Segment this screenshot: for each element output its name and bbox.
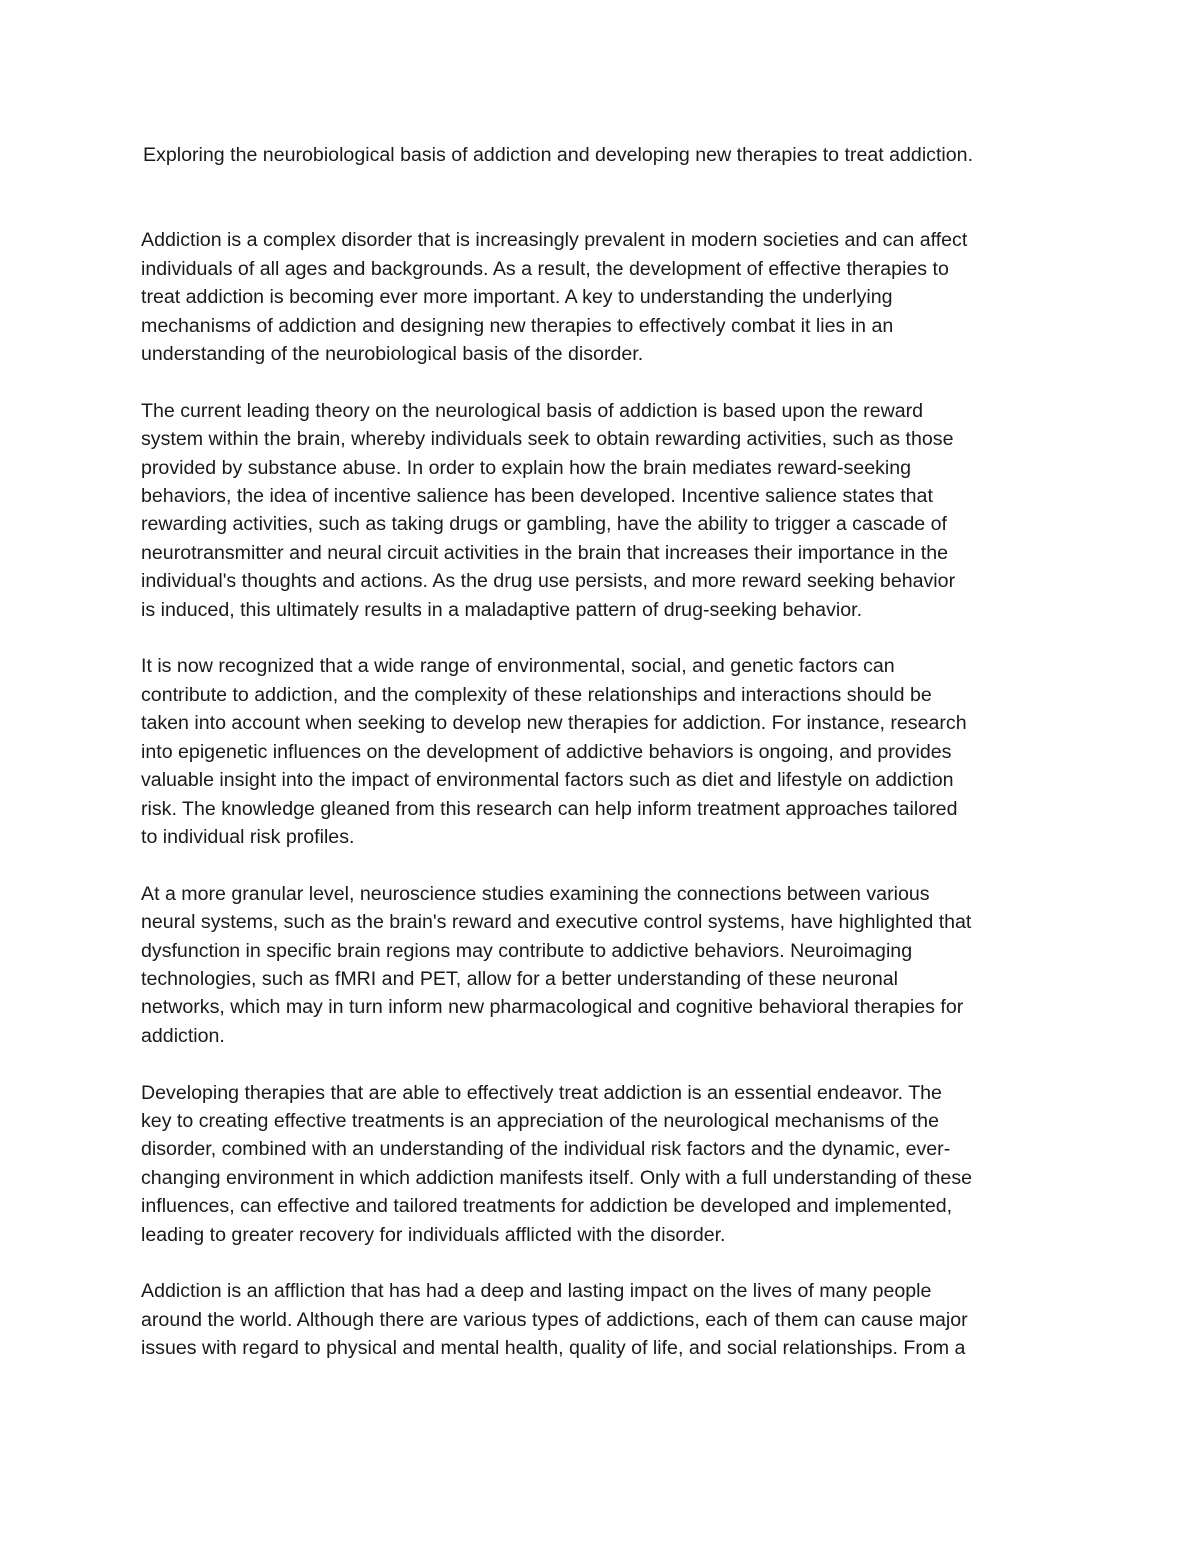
text-line: system within the brain, whereby individuals seek to obtain rewarding activities, such as those <box>141 428 954 451</box>
text-line: to individual risk profiles. <box>141 825 355 848</box>
text-line: The current leading theory on the neurological basis of addiction is based upon the reward <box>141 399 924 422</box>
text-line: Developing therapies that are able to effectively treat addiction is an essential endeavor. The <box>141 1081 942 1104</box>
text-line: leading to greater recovery for individuals afflicted with the disorder. <box>141 1223 726 1246</box>
text-line: individual's thoughts and actions. As the drug use persists, and more reward seeking behavior <box>141 570 956 593</box>
text-line: changing environment in which addiction manifests itself. Only with a full understanding of these <box>141 1166 973 1189</box>
text-line: key to creating effective treatments is an appreciation of the neurological mechanisms of the <box>141 1109 939 1132</box>
text-line: neural systems, such as the brain's reward and executive control systems, have highlighted that <box>141 911 972 934</box>
text-line: individuals of all ages and backgrounds. As a result, the development of effective therapies to <box>141 257 949 280</box>
document-body <box>141 141 1061 1391</box>
text-line: behaviors, the idea of incentive salience has been developed. Incentive salience states that <box>141 485 933 508</box>
text-line: taken into account when seeking to develop new therapies for addiction. For instance, research <box>141 712 967 735</box>
text-line: neurotransmitter and neural circuit activities in the brain that increases their importance in the <box>141 541 949 564</box>
text-line: risk. The knowledge gleaned from this research can help inform treatment approaches tailored <box>141 797 958 820</box>
text-line: dysfunction in specific brain regions may contribute to addictive behaviors. Neuroimaging <box>141 939 913 962</box>
text-line: issues with regard to physical and mental health, quality of life, and social relationships. From a <box>141 1337 966 1360</box>
text-line: provided by substance abuse. In order to explain how the brain mediates reward-seeking <box>141 456 912 479</box>
text-line: rewarding activities, such as taking drugs or gambling, have the ability to trigger a cascade of <box>141 513 947 536</box>
text-line: addiction. <box>141 1024 225 1047</box>
text-line: mechanisms of addiction and designing new therapies to effectively combat it lies in an <box>141 314 894 337</box>
text-line: contribute to addiction, and the complexity of these relationships and interactions should be <box>141 683 932 706</box>
text-line: It is now recognized that a wide range of environmental, social, and genetic factors can <box>141 655 895 678</box>
paragraph <box>141 652 1061 851</box>
text-line: technologies, such as fMRI and PET, allow for a better understanding of these neuronal <box>141 967 898 990</box>
paragraph <box>141 1079 1061 1249</box>
text-line: treat addiction is becoming ever more important. A key to understanding the underlying <box>141 286 893 309</box>
paragraph <box>141 397 1061 624</box>
text-line: networks, which may in turn inform new pharmacological and cognitive behavioral therapies for <box>141 996 964 1019</box>
paragraph <box>141 226 1061 368</box>
text-line: Addiction is a complex disorder that is increasingly prevalent in modern societies and can affect <box>141 229 968 252</box>
text-line: understanding of the neurobiological basis of the disorder. <box>141 343 644 366</box>
text-line: Addiction is an affliction that has had a deep and lasting impact on the lives of many people <box>141 1280 932 1303</box>
text-line: valuable insight into the impact of environmental factors such as diet and lifestyle on addiction <box>141 769 954 792</box>
text-line: into epigenetic influences on the development of addictive behaviors is ongoing, and provides <box>141 740 952 763</box>
text-line: At a more granular level, neuroscience studies examining the connections between various <box>141 882 930 905</box>
text-line: around the world. Although there are various types of addictions, each of them can cause major <box>141 1308 968 1331</box>
paragraph <box>141 880 1061 1050</box>
text-line: influences, can effective and tailored treatments for addiction be developed and implemented, <box>141 1195 953 1218</box>
text-line: disorder, combined with an understanding of the individual risk factors and the dynamic, ever- <box>141 1138 951 1161</box>
paragraph <box>141 1277 1061 1362</box>
text-line: is induced, this ultimately results in a maladaptive pattern of drug-seeking behavior. <box>141 598 863 621</box>
document-title: Exploring the neurobiological basis of addiction and developing new therapies to treat addiction. <box>143 144 974 166</box>
